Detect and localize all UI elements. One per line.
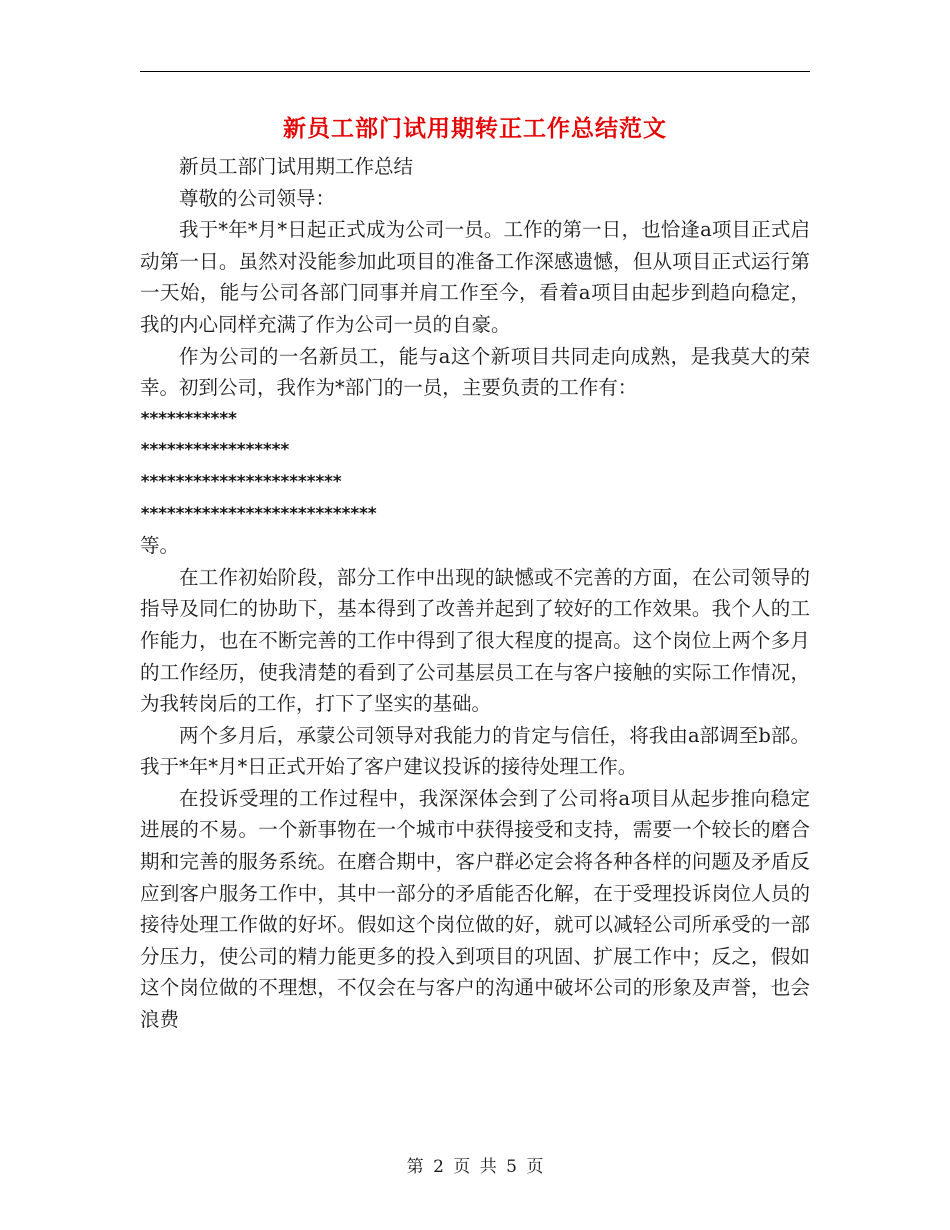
subtitle-paragraph: 新员工部门试用期工作总结 — [179, 155, 414, 178]
document-body — [140, 151, 810, 1036]
body-paragraph-1: 我于*年*月*日起正式成为公司一员。工作的第一日，也恰逢a项目正式启动第一日。虽然对没能参加此项目的准备工作深感遗憾，但从项目正式运行第一天始，能与公司各部门同事并肩工作至今，看着a项目由起步到趋向稳定，我的内心同样充满了作为公司一员的自豪。 — [140, 218, 810, 336]
page-number-footer: 第 2 页 共 5 页 — [406, 1157, 544, 1177]
body-paragraph-2: 作为公司的一名新员工，能与a这个新项目共同走向成熟，是我莫大的荣幸。初到公司，我作为*部门的一员，主要负责的工作有： — [140, 344, 810, 400]
document-title: 新员工部门试用期转正工作总结范文 — [283, 115, 667, 142]
masked-duty-line-1: *********** — [140, 408, 237, 429]
masked-duty-line-2: ***************** — [140, 440, 289, 461]
header-rule — [140, 71, 810, 72]
salutation-paragraph: 尊敬的公司领导： — [179, 186, 336, 210]
masked-duty-line-4: *************************** — [140, 503, 376, 524]
body-paragraph-5: 在投诉受理的工作过程中，我深深体会到了公司将a项目从起步推向稳定进展的不易。一个新事物在一个城市中获得接受和支持，需要一个较长的磨合期和完善的服务系统。在磨合期中，客户群必定会将各种各样的问题及矛盾反应到客户服务工作中，其中一部分的矛盾能否化解，在于受理投诉岗位人员的接待处理工作做的好坏。假如这个岗位做的好，就可以减轻公司所承受的一部分压力，使公司的精力能更多的投入到项目的巩固、扩展工作中；反之，假如这个岗位做的不理想，不仅会在与客户的沟通中破坏公司的形象及声誉，也会浪费 — [140, 786, 810, 1032]
body-paragraph-4: 两个多月后，承蒙公司领导对我能力的肯定与信任，将我由a部调至b部。我于*年*月*日正式开始了客户建议投诉的接待处理工作。 — [140, 723, 810, 779]
list-ending: 等。 — [140, 534, 180, 558]
body-paragraph-3: 在工作初始阶段，部分工作中出现的缺憾或不完善的方面，在公司领导的指导及同仁的协助下，基本得到了改善并起到了较好的工作效果。我个人的工作能力，也在不断完善的工作中得到了很大程度的提高。这个岗位上两个多月的工作经历，使我清楚的看到了公司基层员工在与客户接触的实际工作情况，为我转岗后的工作，打下了坚实的基础。 — [140, 565, 810, 716]
masked-duty-line-3: *********************** — [140, 471, 341, 492]
